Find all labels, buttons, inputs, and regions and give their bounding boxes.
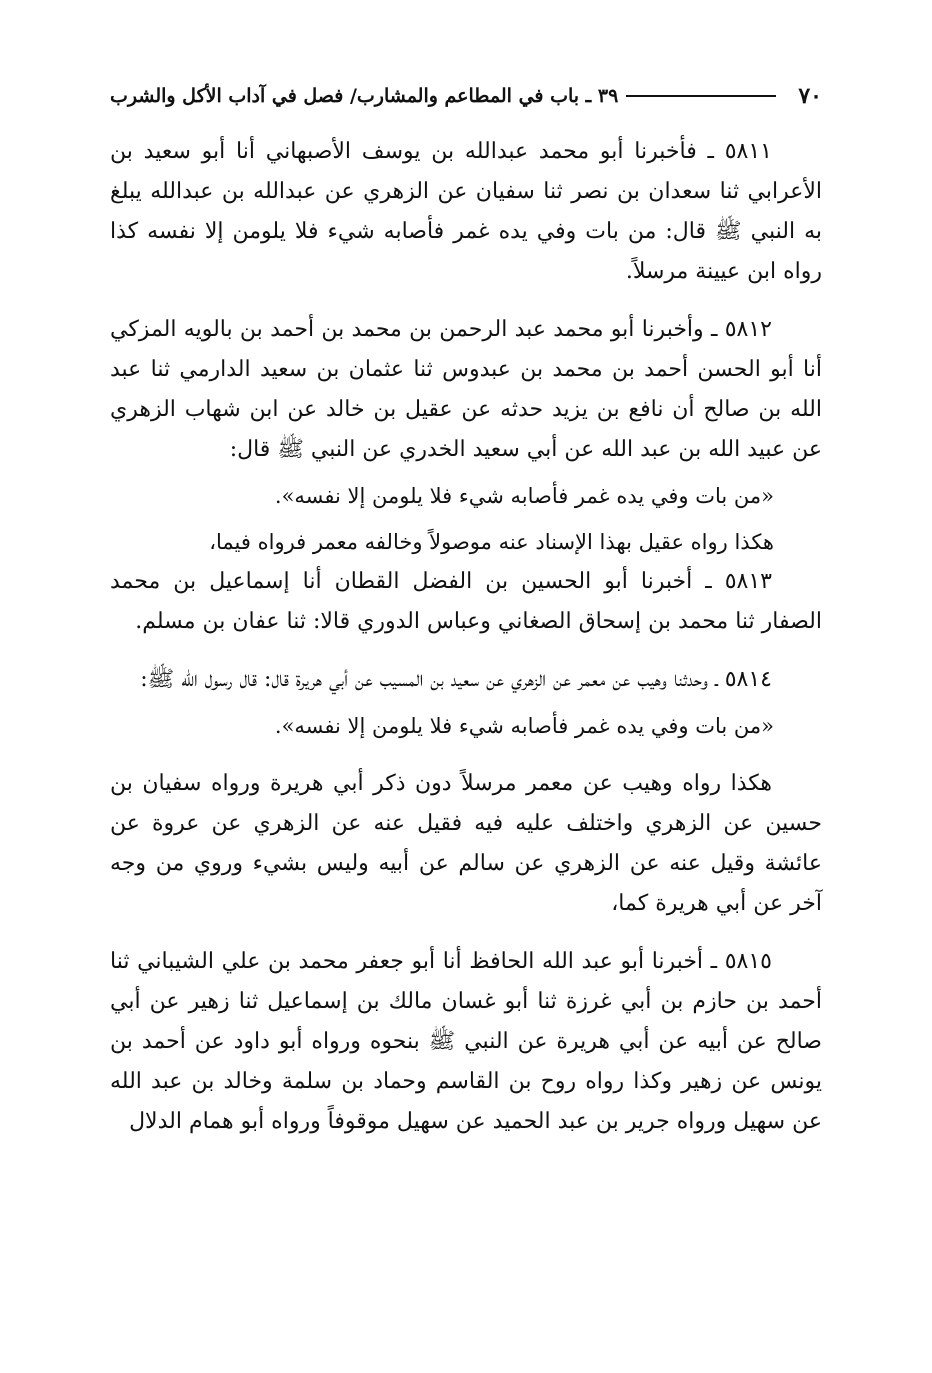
- header-rule: [626, 95, 776, 97]
- hadith-5815: ٥٨١٥ ـ أخبرنا أبو عبد الله الحافظ أنا أبو جعفر محمد بن علي الشيباني ثنا أحمد بن حازم بن أبي غرزة ثنا أبو غسان مالك بن إسماعيل ثنا زهير عن أبي صالح عن أبيه عن أبي هريرة عن النبي ﷺ بنحوه ورواه أبو داود عن أحمد بن يونس عن زهير وكذا رواه روح بن القاسم وحماد بن سلمة وخالد بن عبد الله عن سهيل ورواه جرير بن عبد الحميد عن سهيل موقوفاً ورواه أبو همام الدلال: [110, 949, 822, 1134]
- hadith-5811: ٥٨١١ ـ فأخبرنا أبو محمد عبدالله بن يوسف الأصبهاني أنا أبو سعيد بن الأعرابي ثنا سعدان بن نصر ثنا سفيان عن الزهري عن عبدالله بن عبدالله يبلغ به النبي ﷺ قال: من بات وفي يده غمر فأصابه شيء فلا يلومن إلا نفسه كذا رواه ابن عيينة مرسلاً.: [110, 139, 822, 284]
- commentary-paragraph: هكذا رواه وهيب عن معمر مرسلاً دون ذكر أبي هريرة ورواه سفيان بن حسين عن الزهري واختلف عليه فيه فقيل عنه عن الزهري عن عروة عن عائشة وقيل عنه عن الزهري عن سالم عن أبيه وليس بشيء وروي من وجه آخر عن أبي هريرة كما،: [110, 771, 822, 916]
- page-number: ٧٠: [798, 83, 822, 109]
- hadith-quote: «من بات وفي يده غمر فأصابه شيء فلا يلومن إلا نفسه».: [274, 714, 774, 738]
- hadith-5814: ٥٨١٤ ـ وحدثنا وهيب عن معمر عن الزهري عن سعيد بن المسيب عن أبي هريرة قال: قال رسول الله ﷺ:: [140, 667, 772, 692]
- page-header: [110, 80, 822, 112]
- running-title: ٣٩ ـ باب في المطاعم والمشارب/ فصل في آداب الأكل والشرب: [110, 85, 619, 107]
- book-page: [110, 80, 822, 1142]
- hadith-5813: ٥٨١٣ ـ أخبرنا أبو الحسين بن الفضل القطان أنا إسماعيل بن محمد الصفار ثنا محمد بن إسحاق الصغاني وعباس الدوري قالا: ثنا عفان بن مسلم.: [110, 569, 822, 634]
- page-body: [110, 132, 822, 1142]
- hadith-quote: «من بات وفي يده غمر فأصابه شيء فلا يلومن إلا نفسه».: [274, 484, 774, 508]
- commentary-line: هكذا رواه عقيل بهذا الإسناد عنه موصولاً وخالفه معمر فرواه فيما،: [209, 530, 774, 554]
- hadith-5812: ٥٨١٢ ـ وأخبرنا أبو محمد عبد الرحمن بن محمد بن أحمد بن بالويه المزكي أنا أبو الحسن أحمد بن محمد بن عبدوس ثنا عثمان بن سعيد الدارمي ثنا عبد الله بن صالح أن نافع بن يزيد حدثه عن عقيل بن خالد عن ابن شهاب الزهري عن عبيد الله بن عبد الله عن أبي سعيد الخدري عن النبي ﷺ قال:: [110, 317, 822, 462]
